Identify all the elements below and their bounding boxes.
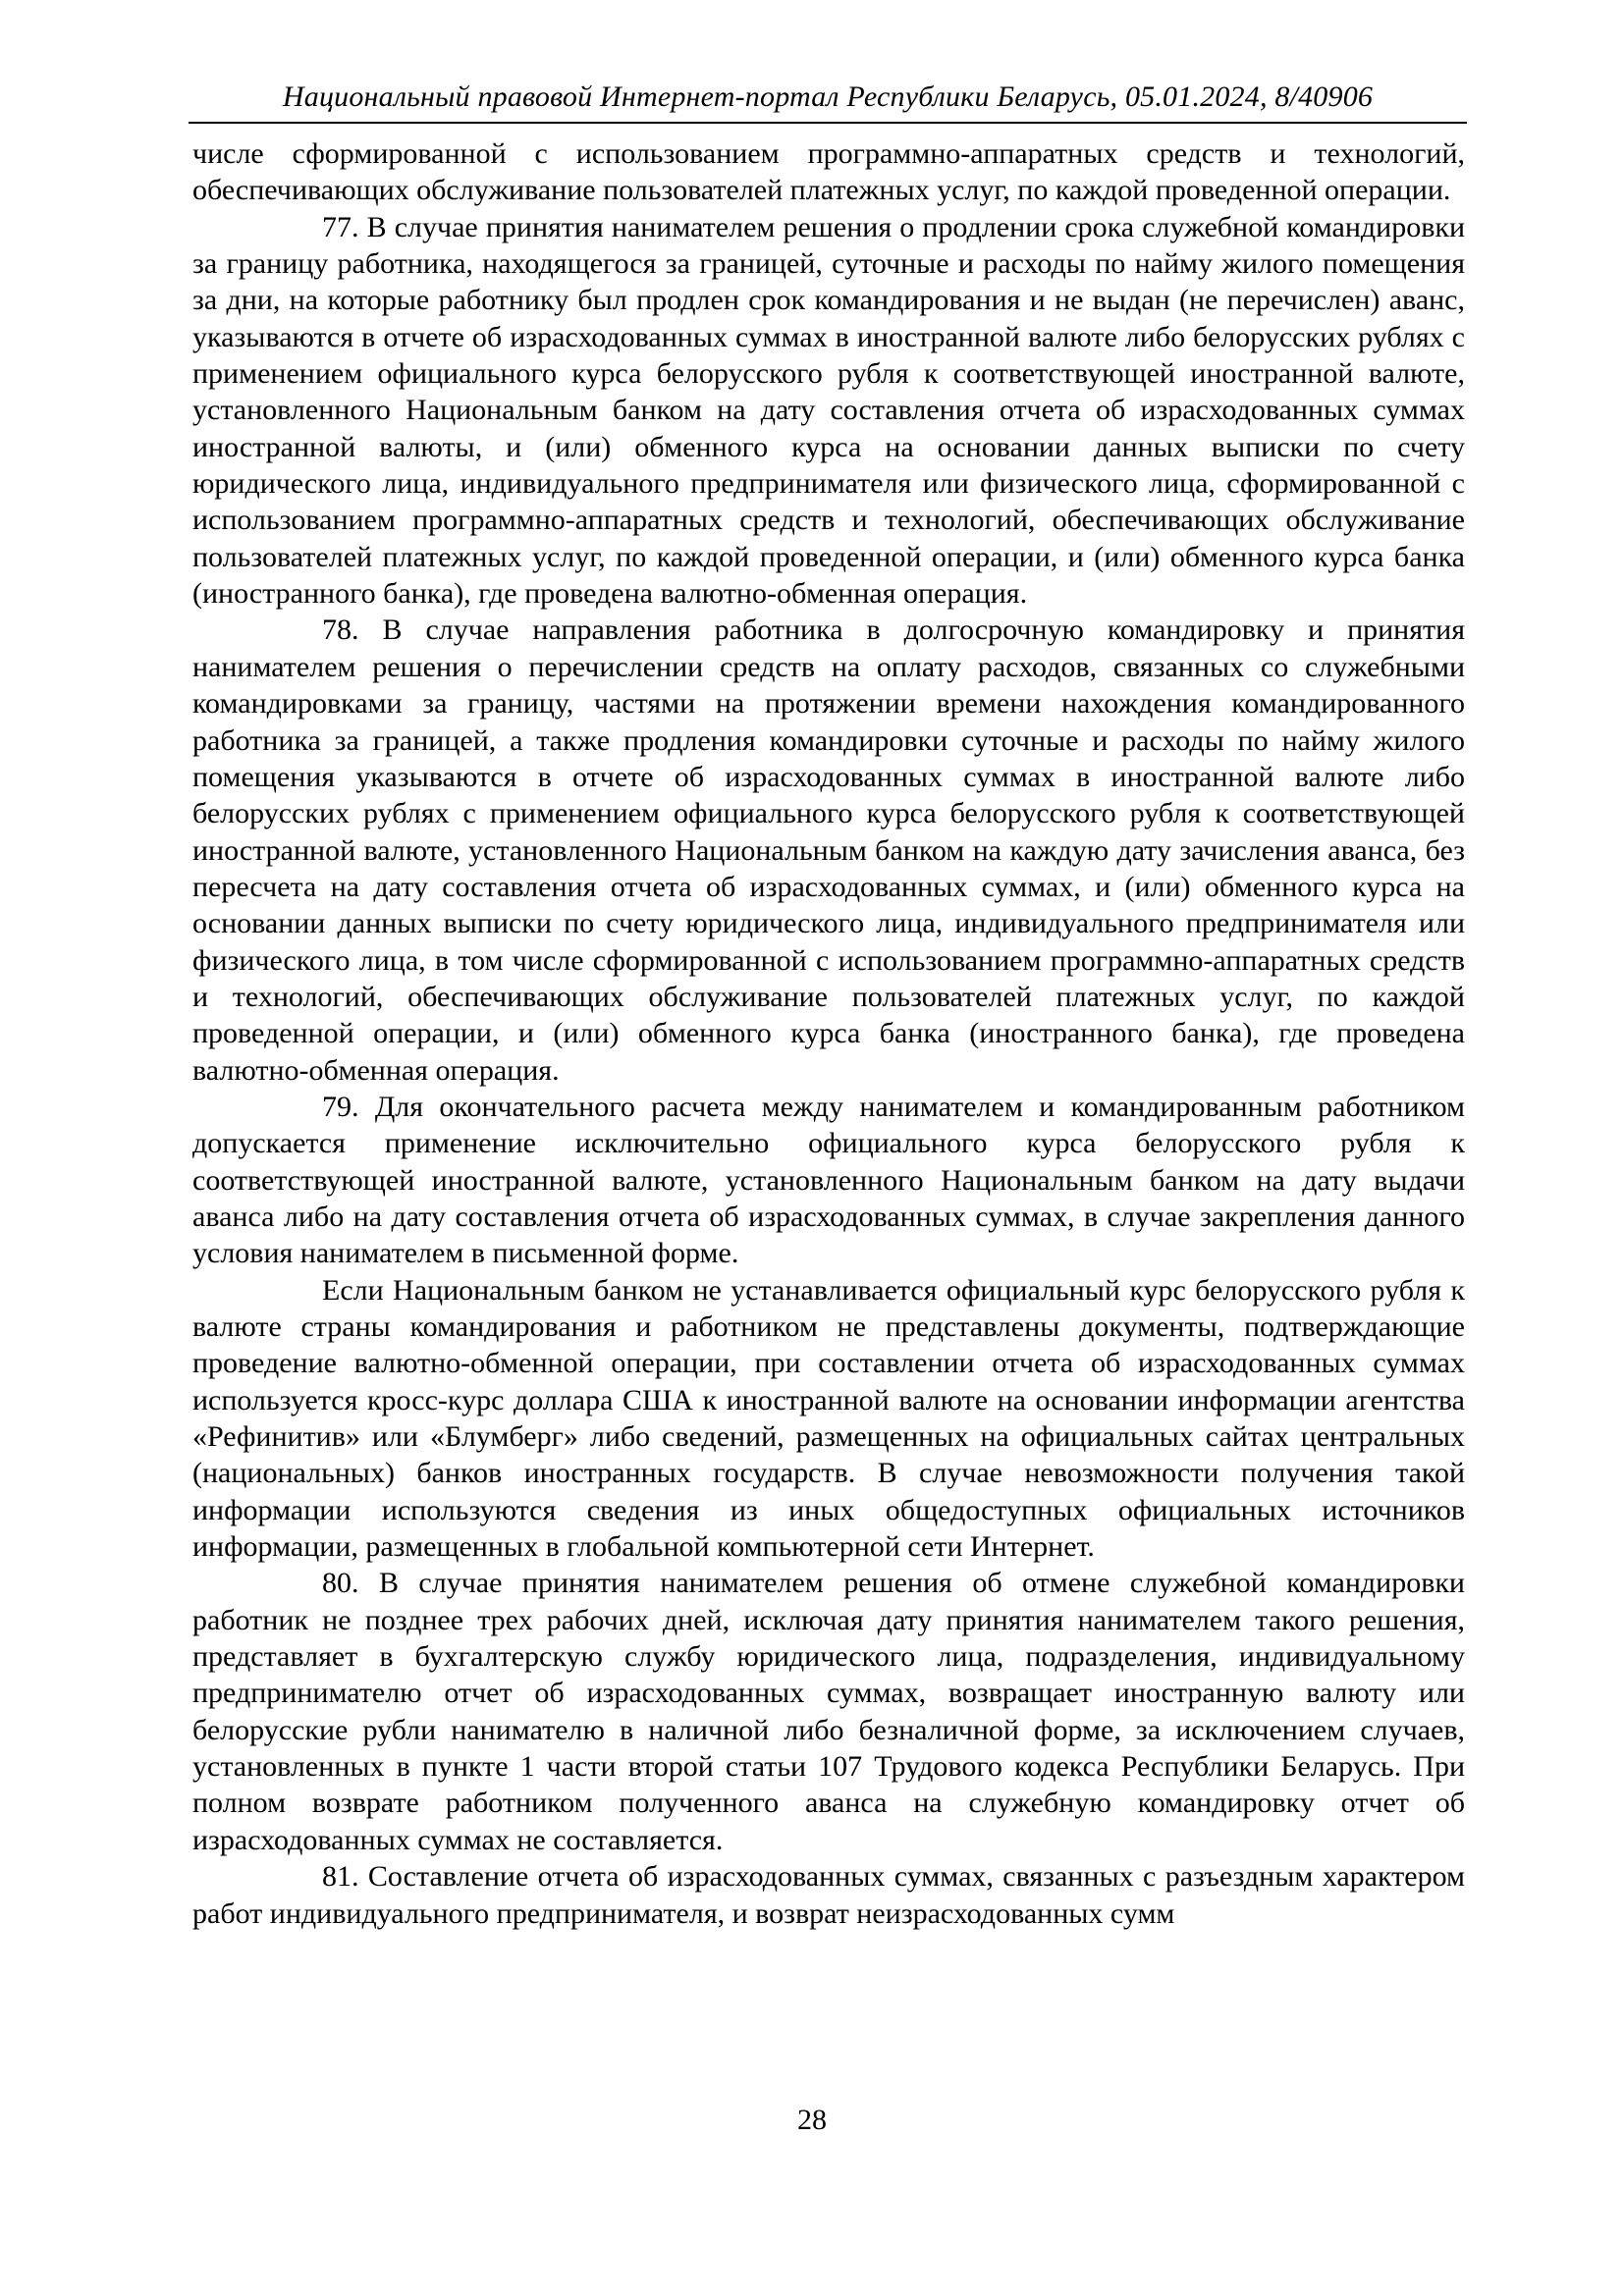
paragraph-item-79-part-2: Если Национальным банком не устанавливается официальный курс белорусского рубля к валюте страны командирования и работником не представлены документы, подтверждающие проведение валютно-обменной операции, при составлении отчета об израсходованных суммах используется кросс-курс доллара США к иностранной валюте на основании информации агентства «Рефинитив» или «Блумберг» либо сведений, размещенных на официальных сайтах центральных (национальных) банков иностранных государств. В случае невозможности получения такой информации используются сведения из иных общедоступных официальных источников информации, размещенных в глобальной компьютерной сети Интернет. <box>192 1273 1465 1564</box>
header-divider <box>189 122 1467 124</box>
paragraph-item-79: 79. Для окончательного расчета между нанимателем и командированным работником допускается применение исключительно официального курса белорусского рубля к соответствующей иностранной валюте, установленного Национальным банком на дату выдачи аванса либо на дату составления отчета об израсходованных суммах, в случае закрепления данного условия нанимателем в письменной форме. <box>192 1090 1465 1270</box>
paragraph-item-78: 78. В случае направления работника в долгосрочную командировку и принятия нанимателем решения о перечислении средств на оплату расходов, связанных со служебными командировками за границу, частями на протяжении времени нахождения командированного работника за границей, а также продления командировки суточные и расходы по найму жилого помещения указываются в отчете об израсходованных суммах в иностранной валюте либо белорусских рублях с применением официального курса белорусского рубля к соответствующей иностранной валюте, установленного Национальным банком на каждую дату зачисления аванса, без пересчета на дату составления отчета об израсходованных суммах, и (или) обменного курса на основании данных выписки по счету юридического лица, индивидуального предпринимателя или физического лица, в том числе сформированной с использованием программно-аппаратных средств и технологий, обеспечивающих обслуживание пользователей платежных услуг, по каждой проведенной операции, и (или) обменного курса банка (иностранного банка), где проведена валютно-обменная операция. <box>192 614 1465 1087</box>
document-body <box>192 135 1465 1932</box>
portal-header: Национальный правовой Интернет-портал Республики Беларусь, 05.01.2024, 8/40906 <box>282 80 1374 113</box>
paragraph-item-77: 77. В случае принятия нанимателем решения о продлении срока служебной командировки за границу работника, находящегося за границей, суточные и расходы по найму жилого помещения за дни, на которые работнику был продлен срок командирования и не выдан (не перечислен) аванс, указываются в отчете об израсходованных суммах в иностранной валюте либо белорусских рублях с применением официального курса белорусского рубля к соответствующей иностранной валюте, установленного Национальным банком на дату составления отчета об израсходованных суммах иностранной валюты, и (или) обменного курса на основании данных выписки по счету юридического лица, индивидуального предпринимателя или физического лица, сформированной с использованием программно-аппаратных средств и технологий, обеспечивающих обслуживание пользователей платежных услуг, по каждой проведенной операции, и (или) обменного курса банка (иностранного банка), где проведена валютно-обменная операция. <box>192 210 1465 611</box>
paragraph-item-80: 80. В случае принятия нанимателем решения об отмене служебной командировки работник не позднее трех рабочих дней, исключая дату принятия нанимателем такого решения, представляет в бухгалтерскую службу юридического лица, подразделения, индивидуальному предпринимателю отчет об израсходованных суммах, возвращает иностранную валюту или белорусские рубли нанимателю в наличной либо безналичной форме, за исключением случаев, установленных в пункте 1 части второй статьи 107 Трудового кодекса Республики Беларусь. При полном возврате работником полученного аванса на служебную командировку отчет об израсходованных суммах не составляется. <box>192 1567 1465 1856</box>
page-number: 28 <box>797 2104 827 2136</box>
paragraph-item-81: 81. Составление отчета об израсходованных суммах, связанных с разъездным характером работ индивидуального предпринимателя, и возврат неизрасходованных сумм <box>192 1860 1465 1930</box>
paragraph-continuation: числе сформированной с использованием программно-аппаратных средств и технологий, обеспечивающих обслуживание пользователей платежных услуг, по каждой проведенной операции. <box>192 137 1465 207</box>
